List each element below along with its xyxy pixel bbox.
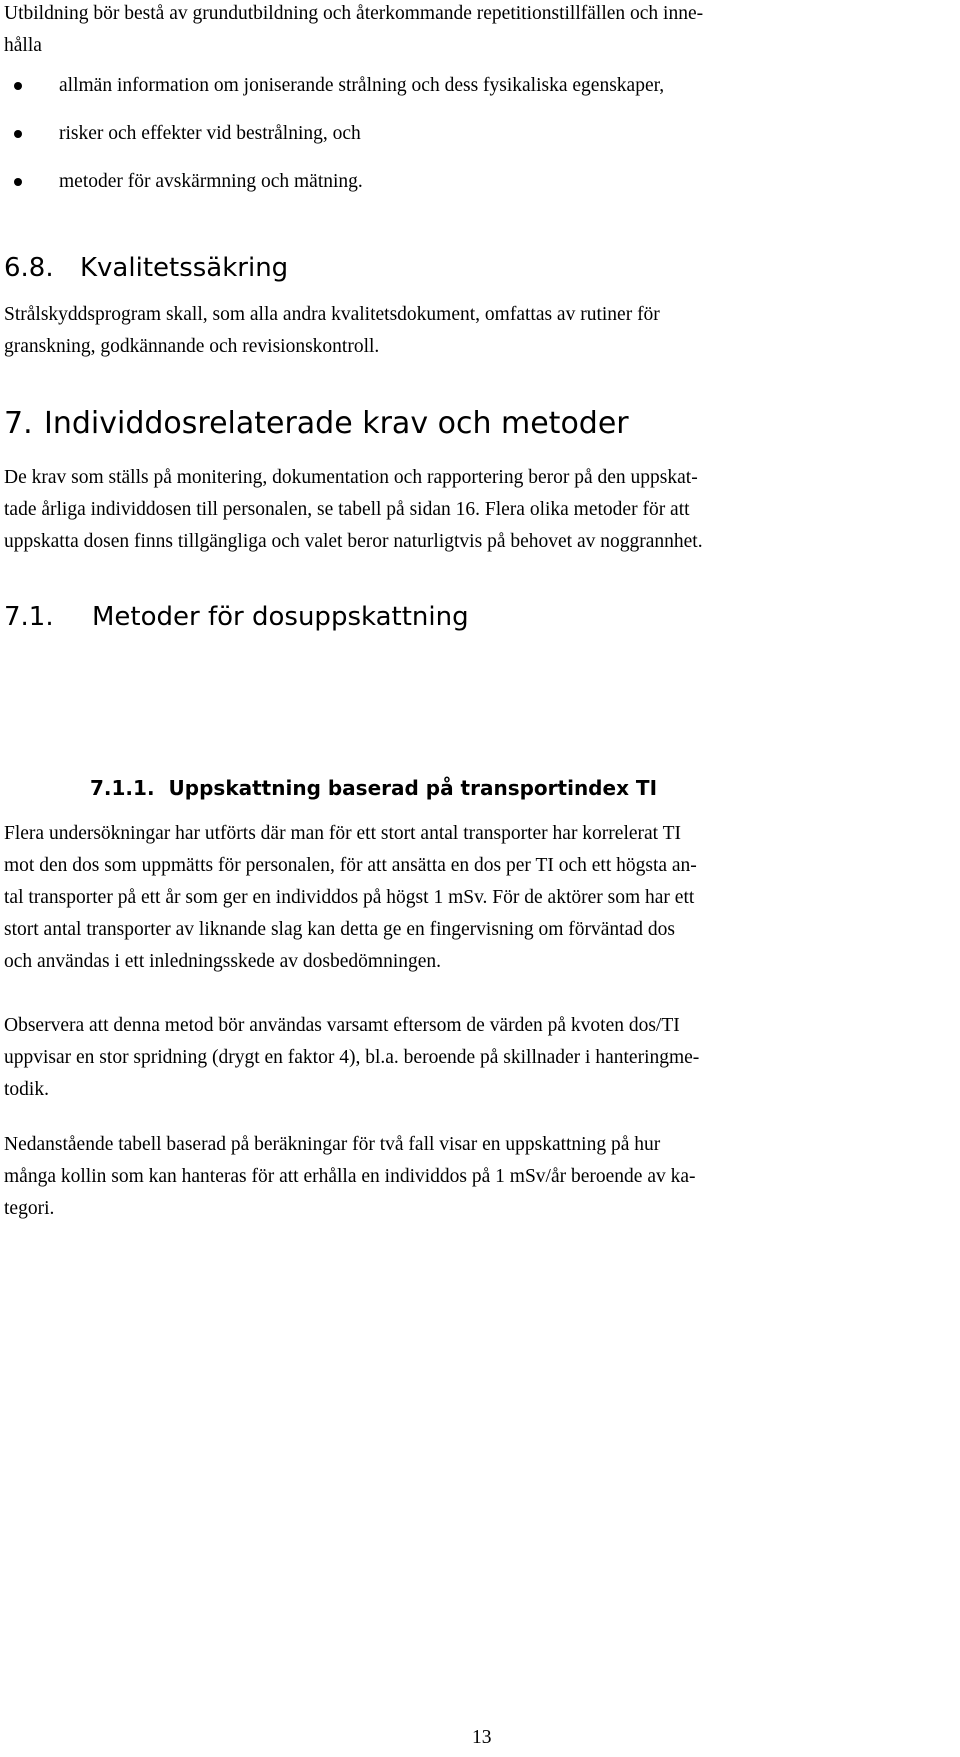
text-line: stort antal transporter av liknande slag kan detta ge en fingervisning om förväntad dos <box>4 919 675 940</box>
text-line: De krav som ställs på monitering, dokumentation och rapportering beror på den uppskat- <box>4 467 698 488</box>
section-heading-7 <box>4 406 629 441</box>
list-item-text: metoder för avskärmning och mätning. <box>59 171 363 192</box>
text-line: todik. <box>4 1079 49 1100</box>
text-line: uppvisar en stor spridning (drygt en faktor 4), bl.a. beroende på skillnader i hanteringme- <box>4 1047 700 1068</box>
list-item-text: risker och effekter vid bestrålning, och <box>59 123 361 144</box>
text-line: Flera undersökningar har utförts där man för ett stort antal transporter har korrelerat TI <box>4 823 682 844</box>
section-6-8-paragraph <box>4 299 944 363</box>
intro-paragraph <box>4 0 944 62</box>
text-line: tegori. <box>4 1198 55 1219</box>
list-item <box>0 70 940 118</box>
section-7-paragraph <box>4 462 944 558</box>
section-7-1-1-paragraph-1 <box>4 818 944 978</box>
bullet-icon <box>14 130 22 138</box>
text-line: många kollin som kan hanteras för att erhålla en individdos på 1 mSv/år beroende av ka- <box>4 1166 696 1187</box>
bullet-icon <box>14 82 22 90</box>
section-7-1-1-paragraph-2 <box>4 1010 944 1106</box>
text-line: granskning, godkännande och revisionskontroll. <box>4 336 380 357</box>
section-title: Individdosrelaterade krav och metoder <box>44 406 629 441</box>
section-title: Uppskattning baserad på transportindex TI <box>168 776 658 800</box>
section-number: 7. <box>4 406 33 441</box>
text-line: tade årliga individdosen till personalen, se tabell på sidan 16. Flera olika metoder för att <box>4 499 690 520</box>
section-heading-6-8 <box>4 253 288 283</box>
bullet-list <box>0 70 940 214</box>
text-line: uppskatta dosen finns tillgängliga och valet beror naturligtvis på behovet av noggrannhet. <box>4 531 703 552</box>
section-number: 6.8. <box>4 253 54 283</box>
list-item-text: allmän information om joniserande strålning och dess fysikaliska egenskaper, <box>59 75 665 96</box>
section-title: Metoder för dosuppskattning <box>92 602 469 632</box>
section-number: 7.1. <box>4 602 54 632</box>
text-line: mot den dos som uppmätts för personalen, för att ansätta en dos per TI och ett högsta an- <box>4 855 697 876</box>
text-line: Strålskyddsprogram skall, som alla andra kvalitetsdokument, omfattas av rutiner för <box>4 304 660 325</box>
section-number: 7.1.1. <box>90 776 155 800</box>
text-line: Nedanstående tabell baserad på beräkningar för två fall visar en uppskattning på hur <box>4 1134 661 1155</box>
text-line: hålla <box>4 35 42 56</box>
page-number: 13 <box>472 1727 492 1748</box>
section-heading-7-1-1 <box>90 776 657 800</box>
text-line: Observera att denna metod bör användas varsamt eftersom de värden på kvoten dos/TI <box>4 1015 680 1036</box>
section-heading-7-1 <box>4 602 469 632</box>
bullet-icon <box>14 178 22 186</box>
section-title: Kvalitetssäkring <box>80 253 289 283</box>
list-item <box>0 118 940 166</box>
text-line: tal transporter på ett år som ger en individdos på högst 1 mSv. För de aktörer som har ett <box>4 887 695 908</box>
section-7-1-1-paragraph-3 <box>4 1129 944 1225</box>
text-line: Utbildning bör bestå av grundutbildning och återkommande repetitionstillfällen och inne- <box>4 3 704 24</box>
text-line: och användas i ett inledningsskede av dosbedömningen. <box>4 951 442 972</box>
list-item <box>0 166 940 214</box>
